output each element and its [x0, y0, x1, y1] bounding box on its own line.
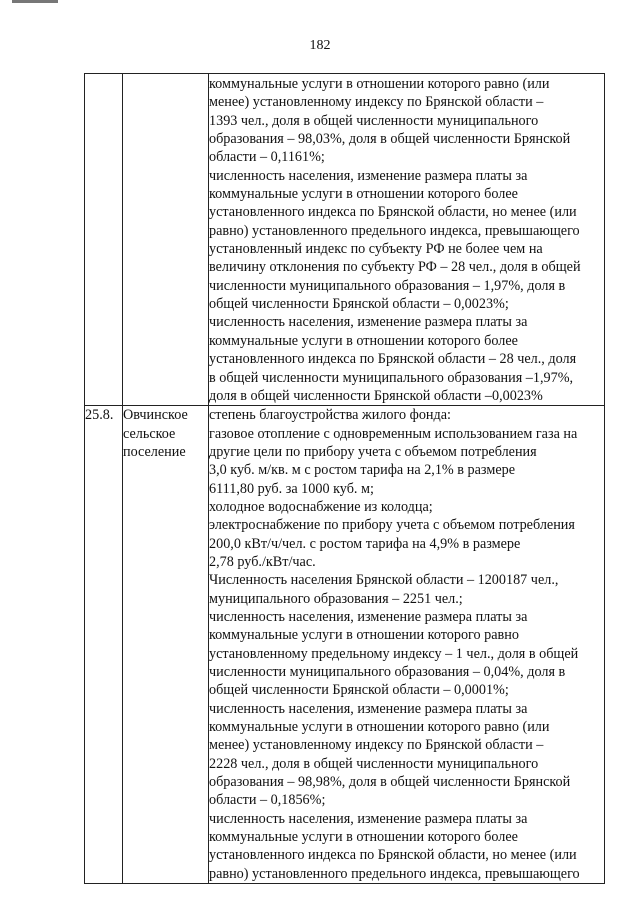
text-line: общей численности Брянской области – 0,0001%;: [209, 682, 509, 699]
row-name-cell: [123, 74, 209, 406]
text-line: численности муниципального образования – 0,04%, доля в: [209, 664, 566, 680]
text-line: другие цели по прибору учета с объемом потребления: [209, 443, 537, 460]
page-number: 182: [309, 38, 331, 53]
text-line: численности муниципального образования – 1,97%, доля в: [209, 277, 566, 294]
text-line: коммунальные услуги в отношении которого равно: [209, 627, 519, 644]
text-line: равно) установленного предельного индекса, превышающего: [209, 865, 580, 882]
text-line: в общей численности муниципального образования –1,97%,: [209, 369, 574, 386]
text-line: коммунальные услуги в отношении которого равно (или: [209, 76, 550, 92]
text-line: доля в общей численности Брянской области –0,0023%: [209, 387, 543, 404]
text-line: области – 0,1856%;: [209, 792, 326, 809]
text-line: 3,0 куб. м/кв. м с ростом тарифа на 2,1% в размере: [209, 462, 516, 479]
settlement-name-line: Овчинское: [123, 407, 188, 424]
row-name-cell: [123, 406, 209, 884]
text-line: численность населения, изменение размера платы за: [209, 700, 528, 717]
text-line: равно) установленного предельного индекса, превышающего: [209, 222, 580, 239]
text-line: менее) установленному индексу по Брянской области –: [209, 737, 544, 754]
text-line: образования – 98,03%, доля в общей численности Брянской: [209, 131, 571, 148]
text-line: электроснабжение по прибору учета с объемом потребления: [209, 517, 575, 534]
text-line: коммунальные услуги в отношении которого более: [209, 829, 518, 846]
text-line: области – 0,1161%;: [209, 149, 325, 166]
text-line: численность населения, изменение размера платы за: [209, 608, 528, 625]
text-line: коммунальные услуги в отношении которого более: [209, 332, 518, 349]
text-line: 1393 чел., доля в общей численности муниципального: [209, 112, 539, 129]
text-line: муниципального образования – 2251 чел.;: [209, 590, 463, 607]
text-line: газовое отопление с одновременным использованием газа на: [209, 425, 578, 442]
text-line: менее) установленному индексу по Брянской области –: [209, 94, 544, 111]
text-line: общей численности Брянской области – 0,0023%;: [209, 296, 509, 313]
text-line: 200,0 кВт/ч/чел. с ростом тарифа на 4,9% в размере: [209, 535, 521, 552]
text-line: установленный индекс по субъекту РФ не более чем на: [209, 241, 543, 258]
text-line: 2,78 руб./кВт/час.: [209, 553, 316, 570]
text-line: численность населения, изменение размера платы за: [209, 314, 528, 331]
text-line: установленному предельному индексу – 1 чел., доля в общей: [209, 645, 579, 662]
text-line: Численность населения Брянской области – 1200187 чел.,: [209, 572, 559, 589]
text-line: численность населения, изменение размера платы за: [209, 810, 528, 827]
row-text-cell: [209, 406, 605, 884]
text-line: установленного индекса по Брянской области, но менее (или: [209, 204, 577, 221]
table-row-25-8: [85, 406, 605, 884]
text-line: 6111,80 руб. за 1000 куб. м;: [209, 480, 374, 497]
settlement-name-line: поселение: [123, 443, 186, 460]
text-line: образования – 98,98%, доля в общей численности Брянской: [209, 774, 571, 791]
row-number-cell: [85, 74, 123, 406]
scan-edge-mark: [12, 0, 58, 3]
text-line: установленного индекса по Брянской области – 28 чел., доля: [209, 351, 577, 368]
row-text-cell: [209, 74, 605, 406]
text-line: коммунальные услуги в отношении которого более: [209, 186, 518, 203]
text-line: численность населения, изменение размера платы за: [209, 167, 528, 184]
settlement-name-line: сельское: [123, 425, 176, 442]
text-line: степень благоустройства жилого фонда:: [209, 407, 451, 424]
text-line: коммунальные услуги в отношении которого равно (или: [209, 719, 550, 736]
table-row-continuation: [85, 74, 605, 406]
text-line: холодное водоснабжение из колодца;: [209, 498, 433, 515]
row-number-cell: 25.8.: [85, 406, 123, 884]
text-line: величину отклонения по субъекту РФ – 28 чел., доля в общей: [209, 259, 581, 276]
text-line: 2228 чел., доля в общей численности муниципального: [209, 755, 539, 772]
document-table: [84, 73, 605, 884]
text-line: установленного индекса по Брянской области, но менее (или: [209, 847, 577, 864]
